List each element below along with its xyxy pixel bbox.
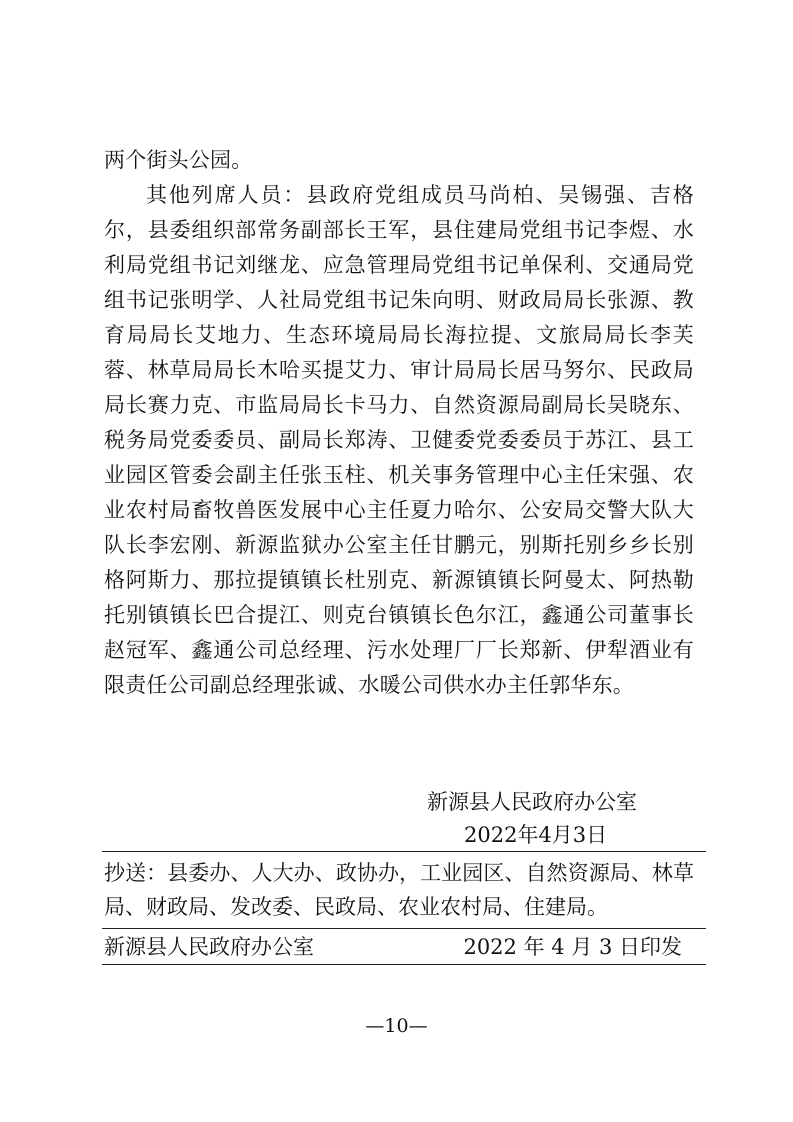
- divider-bottom: [102, 964, 706, 965]
- signature-organization-text: 新源县人民政府办公室: [427, 790, 637, 814]
- body-text: [104, 143, 694, 703]
- divider-top: [102, 851, 706, 852]
- issue-date: 2022 年 4 月 3 日印发: [463, 935, 682, 959]
- page-number: —10—: [365, 1015, 428, 1037]
- signature-date-text: 2022年4月3日: [464, 823, 608, 847]
- cc-list: 抄送：县委办、人大办、政协办，工业园区、自然资源局、林草局、财政局、发改委、民政局、农业农村局、住建局。: [104, 861, 694, 919]
- paragraph-continuation: 两个街头公园。: [104, 148, 253, 172]
- divider-middle: [102, 928, 706, 929]
- issuer-name: 新源县人民政府办公室: [104, 935, 314, 959]
- paragraph-attendees: 其他列席人员：县政府党组成员马尚柏、吴锡强、吉格尔，县委组织部常务副部长王军，县住建局党组书记李煜、水利局党组书记刘继龙、应急管理局党组书记单保利、交通局党组书记张明学、人社局党组书记朱向明、财政局局长张源、教育局局长艾地力、生态环境局局长海拉提、文旅局局长李芙蓉、林草局局长木哈买提艾力、审计局局长居马努尔、民政局局长赛力克、市监局局长卡马力、自然资源局副局长吴晓东、税务局党委委员、副局长郑涛、卫健委党委委员于苏江、县工业园区管委会副主任张玉柱、机关事务管理中心主任宋强、农业农村局畜牧兽医发展中心主任夏力哈尔、公安局交警大队大队长李宏刚、新源监狱办公室主任甘鹏元，别斯托别乡乡长别格阿斯力、那拉提镇镇长杜别克、新源镇镇长阿曼太、阿热勒托别镇镇长巴合提江、则克台镇镇长色尔江，鑫通公司董事长赵冠军、鑫通公司总经理、污水处理厂厂长郑新、伊犁酒业有限责任公司副总经理张诚、水暖公司供水办主任郭华东。: [104, 183, 694, 697]
- issuer-row: [104, 932, 694, 962]
